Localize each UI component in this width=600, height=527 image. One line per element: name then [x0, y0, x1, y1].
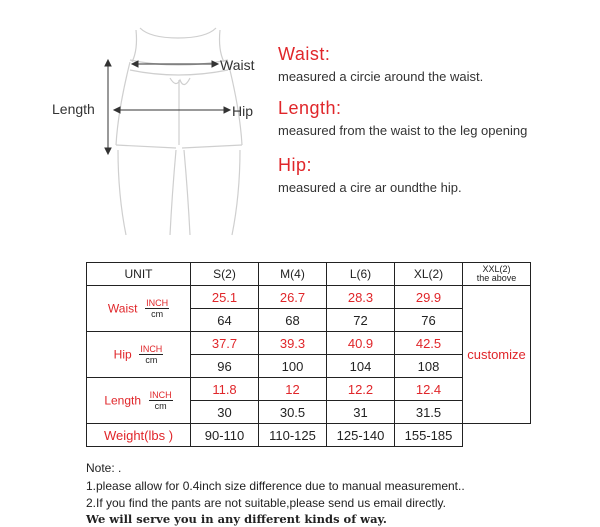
note-line-2: 2.If you find the pants are not suitable,please send us email directly.: [86, 496, 446, 510]
unit-header: UNIT: [87, 263, 191, 286]
inch-value: 37.7: [191, 332, 259, 355]
inch-value: 25.1: [191, 286, 259, 309]
table-row-weight: [87, 424, 531, 447]
waist-label: Waist: [220, 57, 255, 73]
note-line-3: We will serve you in any different kinds of way.: [86, 512, 387, 526]
inch-value: 12.2: [327, 378, 395, 401]
weight-value: 125-140: [327, 424, 395, 447]
table-row: [87, 286, 531, 309]
unit-fraction: [139, 344, 163, 365]
cm-value: 104: [327, 355, 395, 378]
measure-cell-length: [87, 378, 191, 424]
inch-value: 42.5: [395, 332, 463, 355]
cm-value: 100: [259, 355, 327, 378]
xxl-header: [463, 263, 531, 286]
weight-value: 110-125: [259, 424, 327, 447]
waist-definition-text: measured a circie around the waist.: [278, 69, 484, 84]
inch-value: 12: [259, 378, 327, 401]
inch-value: 29.9: [395, 286, 463, 309]
measure-cell-waist: [87, 286, 191, 332]
cm-value: 31: [327, 401, 395, 424]
measure-name: Hip: [113, 347, 132, 362]
note-line-1: 1.please allow for 0.4inch size difference due to manual measurement..: [86, 479, 465, 493]
pants-figure: [0, 0, 270, 240]
waist-arrow: [132, 61, 218, 67]
cm-value: 31.5: [395, 401, 463, 424]
pants-sketch: [0, 0, 270, 240]
hip-label: Hip: [232, 103, 254, 119]
inch-unit: INCH: [140, 344, 163, 354]
inch-value: 12.4: [395, 378, 463, 401]
waist-definition-title: Waist:: [278, 44, 331, 64]
xxl-header-line2: the above: [476, 273, 517, 283]
inch-value: 40.9: [327, 332, 395, 355]
inch-value: 39.3: [259, 332, 327, 355]
length-definition-title: Length:: [278, 98, 342, 118]
xxl-header-line1: XXL(2): [482, 264, 511, 274]
cm-value: 30.5: [259, 401, 327, 424]
hip-definition-text: measured a cire ar oundthe hip.: [278, 180, 462, 195]
length-definition-text: measured from the waist to the leg opening: [278, 123, 528, 138]
cm-unit: cm: [151, 309, 164, 319]
measure-name: Waist: [107, 301, 138, 316]
inch-value: 28.3: [327, 286, 395, 309]
cm-value: 108: [395, 355, 463, 378]
cm-value: 96: [191, 355, 259, 378]
size-header: XL(2): [395, 263, 463, 286]
customize-cell: customize: [463, 286, 531, 424]
length-arrow: [105, 60, 111, 154]
weight-label: Weight(lbs ): [87, 424, 191, 447]
cm-value: 68: [259, 309, 327, 332]
cm-value: 72: [327, 309, 395, 332]
size-chart-table: [86, 262, 531, 447]
hip-definition-title: Hip:: [278, 155, 313, 175]
cm-value: 76: [395, 309, 463, 332]
inch-value: 26.7: [259, 286, 327, 309]
unit-fraction: [145, 298, 169, 319]
size-header: M(4): [259, 263, 327, 286]
table-header-row: [87, 263, 531, 286]
inch-unit: INCH: [149, 390, 172, 400]
cm-value: 64: [191, 309, 259, 332]
unit-fraction: [149, 390, 173, 411]
inch-value: 11.8: [191, 378, 259, 401]
length-label: Length: [52, 101, 95, 117]
hip-arrow: [114, 107, 230, 113]
cm-unit: cm: [145, 355, 158, 365]
size-header: S(2): [191, 263, 259, 286]
cm-unit: cm: [154, 401, 167, 411]
inch-unit: INCH: [146, 298, 169, 308]
weight-value: 90-110: [191, 424, 259, 447]
size-header: L(6): [327, 263, 395, 286]
measure-name: Length: [104, 393, 142, 408]
note-title: Note: .: [86, 461, 122, 475]
measure-cell-hip: [87, 332, 191, 378]
weight-value: 155-185: [395, 424, 463, 447]
cm-value: 30: [191, 401, 259, 424]
